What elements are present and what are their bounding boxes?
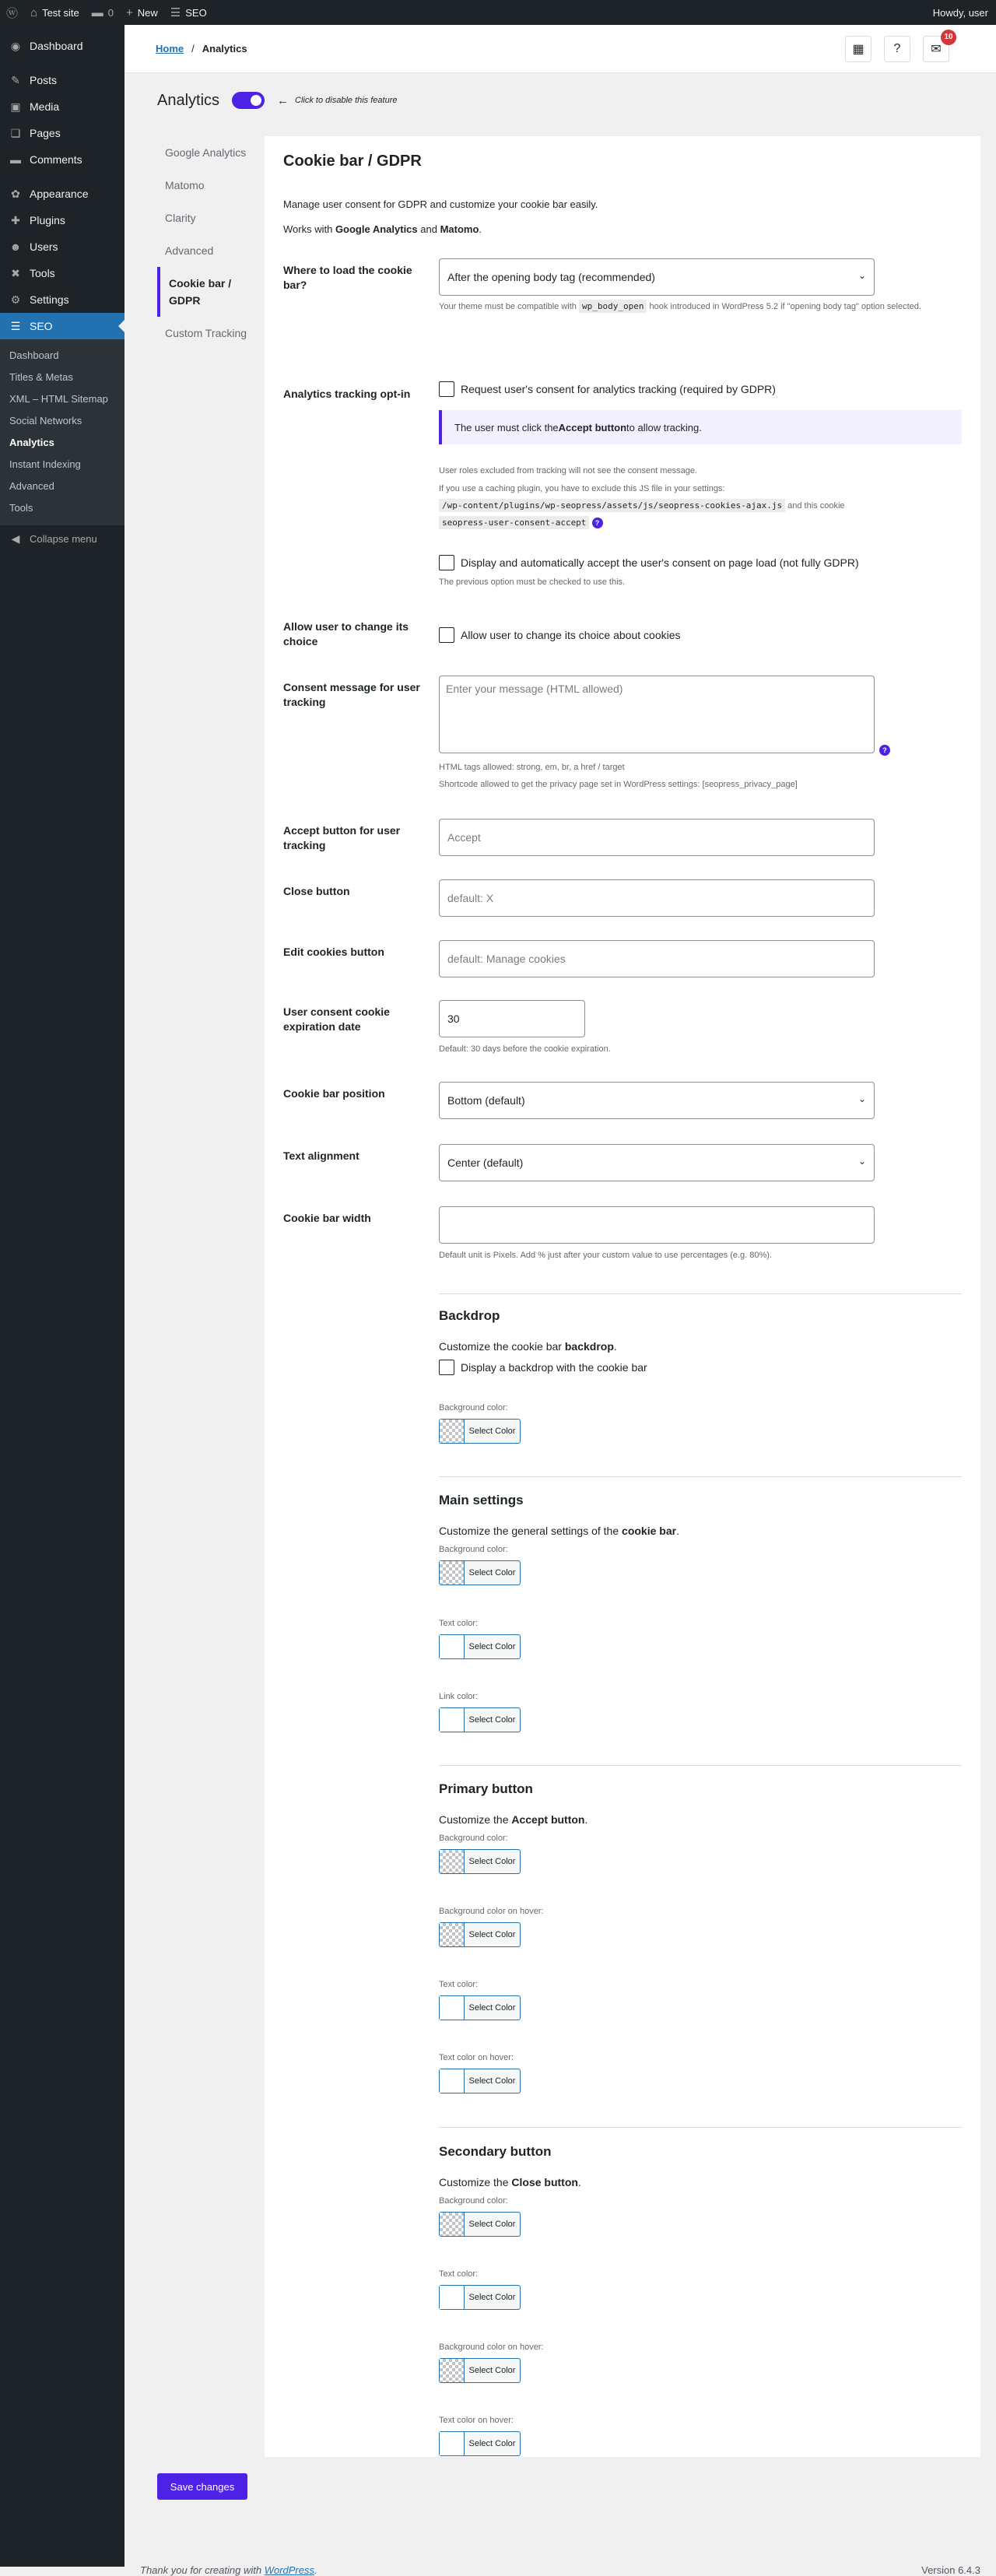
- help-question-icon[interactable]: ?: [592, 518, 603, 528]
- divider: [439, 1476, 962, 1477]
- wordpress-logo-icon[interactable]: ⓦ: [6, 6, 19, 20]
- secondary-bg-hover-color-button[interactable]: Select Color: [439, 2358, 521, 2383]
- primary-button-heading: Primary button: [439, 1781, 533, 1796]
- auto-accept-checkbox[interactable]: Display and automatically accept the user's consent on page load (not fully GDPR): [439, 555, 859, 570]
- position-select[interactable]: Bottom (default) ⌄: [439, 1082, 875, 1119]
- menu-item-tools[interactable]: ✖ Tools: [0, 260, 124, 286]
- main-link-color-button[interactable]: Select Color: [439, 1707, 521, 1732]
- help-question-icon[interactable]: ?: [879, 745, 890, 756]
- position-label: Cookie bar position: [283, 1087, 385, 1100]
- menu-item-settings[interactable]: ⚙ Settings: [0, 286, 124, 313]
- version-text: Version 6.4.3: [921, 2564, 980, 2576]
- menu-item-media[interactable]: ▣ Media: [0, 93, 124, 120]
- main-link-color-label: Link color:: [439, 1692, 479, 1701]
- arrow-left-icon: ←: [277, 93, 289, 107]
- backdrop-text: Customize the cookie bar backdrop.: [439, 1340, 617, 1353]
- admin-sidebar: [0, 25, 124, 2567]
- intro-text: Manage user consent for GDPR and customize your cookie bar easily.: [283, 198, 598, 210]
- tab-google-analytics[interactable]: Google Analytics: [165, 146, 247, 159]
- secondary-bg-color-button[interactable]: Select Color: [439, 2212, 521, 2237]
- seopress-topbar: [124, 25, 996, 73]
- edit-cookies-label: Edit cookies button: [283, 946, 384, 958]
- primary-bg-color-button[interactable]: Select Color: [439, 1849, 521, 1874]
- menu-item-seo[interactable]: ☰ SEO: [0, 313, 124, 339]
- width-input[interactable]: [439, 1206, 875, 1244]
- primary-text-hover-color-button[interactable]: Select Color: [439, 2069, 521, 2093]
- menu-item-dashboard[interactable]: ◉ Dashboard: [0, 33, 124, 59]
- width-label: Cookie bar width: [283, 1212, 371, 1224]
- menu-item-appearance[interactable]: ✿ Appearance: [0, 181, 124, 207]
- menu-item-pages[interactable]: ❏ Pages: [0, 120, 124, 146]
- close-button-input[interactable]: default: X: [439, 879, 875, 917]
- section-title: Cookie bar / GDPR: [283, 153, 422, 170]
- chevron-down-icon: ⌄: [857, 270, 866, 281]
- menu-item-plugins[interactable]: ✚ Plugins: [0, 207, 124, 233]
- auto-accept-description: The previous option must be checked to use this.: [439, 577, 626, 587]
- grid-icon[interactable]: ▦: [845, 36, 872, 62]
- tracking-optin-checkbox[interactable]: Request user's consent for analytics tracking (required by GDPR): [439, 381, 776, 397]
- cache-exclusion-info: /wp-content/plugins/wp-seopress/assets/js/seopress-cookies-ajax.js and this cookie: [439, 499, 962, 513]
- howdy-user-link[interactable]: Howdy, user: [932, 6, 988, 19]
- page-header: [124, 73, 996, 128]
- admin-bar: [0, 0, 996, 25]
- edit-cookies-input[interactable]: default: Manage cookies: [439, 940, 875, 977]
- primary-text-color-button[interactable]: Select Color: [439, 1995, 521, 2020]
- main-bg-label: Background color:: [439, 1545, 508, 1554]
- accept-button-input[interactable]: Accept: [439, 819, 875, 856]
- main-settings-heading: Main settings: [439, 1493, 524, 1507]
- primary-bg-hover-color-button[interactable]: Select Color: [439, 1922, 521, 1947]
- collapse-menu-button[interactable]: ◀ Collapse menu: [0, 525, 124, 552]
- backdrop-checkbox[interactable]: Display a backdrop with the cookie bar: [439, 1360, 647, 1375]
- consent-message-desc2: Shortcode allowed to get the privacy page set in WordPress settings: [seopress_privacy_page]: [439, 780, 798, 789]
- comments-link[interactable]: ▬ 0: [91, 5, 114, 19]
- primary-bg-hover-label: Background color on hover:: [439, 1907, 544, 1916]
- load-location-description: Your theme must be compatible with wp_body_open hook introduced in WordPress 5.2 if "opening body tag" option selected.: [439, 301, 921, 311]
- allow-change-checkbox[interactable]: Allow user to change its choice about cookies: [439, 627, 681, 643]
- consent-message-textarea[interactable]: Enter your message (HTML allowed): [439, 676, 875, 753]
- new-content-link[interactable]: + New: [126, 5, 158, 19]
- secondary-button-heading: Secondary button: [439, 2144, 552, 2159]
- page-title: Analytics: [157, 91, 220, 109]
- load-location-select[interactable]: After the opening body tag (recommended) ⌄: [439, 258, 875, 296]
- plugins-icon: ✚: [11, 213, 20, 226]
- main-bg-color-button[interactable]: Select Color: [439, 1560, 521, 1585]
- secondary-button-text: Customize the Close button.: [439, 2176, 581, 2188]
- feature-toggle[interactable]: [232, 92, 265, 109]
- toggle-hint: Click to disable this feature: [295, 96, 398, 105]
- secondary-text-hover-label: Text color on hover:: [439, 2416, 514, 2425]
- primary-button-text: Customize the Accept button.: [439, 1813, 588, 1826]
- tools-icon: ✖: [11, 266, 20, 279]
- accept-button-label: Accept button for user tracking: [283, 824, 401, 851]
- notification-count-badge: 10: [941, 30, 956, 45]
- expiration-label: User consent cookie expiration date: [283, 1005, 390, 1033]
- seo-adminbar-link[interactable]: ☰ SEO: [170, 6, 207, 19]
- submenu-item-dashboard[interactable]: Dashboard: [9, 349, 59, 361]
- pages-icon: ❏: [10, 126, 21, 139]
- backdrop-bg-color-button[interactable]: Select Color: [439, 1419, 521, 1444]
- submenu-item-tools[interactable]: Tools: [9, 502, 33, 514]
- help-icon[interactable]: ?: [884, 36, 910, 62]
- notifications-icon[interactable]: ✉ 10: [923, 36, 949, 62]
- backdrop-heading: Backdrop: [439, 1308, 500, 1323]
- menu-item-posts[interactable]: ✎ Posts: [0, 67, 124, 93]
- expiration-input[interactable]: 30: [439, 1000, 585, 1037]
- menu-item-comments[interactable]: ▬ Comments: [0, 146, 124, 173]
- settings-icon: ⚙: [10, 293, 21, 306]
- secondary-bg-hover-label: Background color on hover:: [439, 2343, 544, 2352]
- secondary-text-hover-color-button[interactable]: Select Color: [439, 2431, 521, 2456]
- wordpress-link[interactable]: WordPress: [264, 2564, 314, 2576]
- cache-description: If you use a caching plugin, you have to exclude this JS file in your settings:: [439, 484, 725, 493]
- close-button-label: Close button: [283, 885, 350, 897]
- submenu-item-titles-metas[interactable]: Titles & Metas: [9, 371, 73, 383]
- alignment-select[interactable]: Center (default) ⌄: [439, 1144, 875, 1181]
- chevron-down-icon: ⌄: [857, 1093, 866, 1104]
- secondary-text-color-button[interactable]: Select Color: [439, 2285, 521, 2310]
- secondary-text-color-label: Text color:: [439, 2269, 479, 2279]
- save-changes-button[interactable]: Save changes: [157, 2473, 247, 2500]
- site-name-link[interactable]: ⌂ Test site: [30, 5, 79, 19]
- load-location-label: Where to load the cookie bar?: [283, 264, 412, 291]
- posts-icon: ✎: [11, 73, 20, 86]
- seo-icon: ☰: [170, 6, 181, 19]
- allow-change-label: Allow user to change its choice: [283, 620, 409, 648]
- primary-bg-label: Background color:: [439, 1834, 508, 1843]
- breadcrumb: Home / Analytics: [156, 43, 247, 54]
- media-icon: ▣: [10, 100, 21, 113]
- divider: [439, 1765, 962, 1766]
- divider: [439, 1293, 962, 1294]
- accept-notice: The user must click the Accept button to allow tracking.: [439, 410, 962, 444]
- tab-clarity[interactable]: Clarity: [165, 212, 196, 224]
- main-text-color-label: Text color:: [439, 1619, 479, 1628]
- settings-card: [265, 136, 980, 2457]
- breadcrumb-current: Analytics: [202, 43, 247, 54]
- comment-icon: ▬: [91, 5, 103, 19]
- main-content: [124, 25, 996, 2576]
- breadcrumb-home-link[interactable]: Home: [156, 43, 184, 54]
- seo-icon: ☰: [10, 319, 21, 332]
- cookie-name-info: seopress-user-consent-accept ?: [439, 516, 603, 530]
- analytics-tabs: [157, 136, 260, 349]
- appearance-icon: ✿: [11, 187, 20, 200]
- consent-message-desc1: HTML tags allowed: strong, em, br, a href / target: [439, 763, 625, 772]
- roles-description: User roles excluded from tracking will not see the consent message.: [439, 466, 697, 476]
- footer-text: Thank you for creating with WordPress.: [140, 2564, 317, 2576]
- tab-cookie-bar-gdpr[interactable]: Cookie bar / GDPR: [157, 267, 260, 317]
- submenu-item-instant-indexing[interactable]: Instant Indexing: [9, 458, 81, 470]
- plus-icon: +: [126, 5, 133, 19]
- seo-submenu: [0, 339, 124, 525]
- backdrop-bg-label: Background color:: [439, 1403, 508, 1413]
- alignment-label: Text alignment: [283, 1149, 359, 1162]
- submenu-item-analytics[interactable]: Analytics: [9, 437, 54, 448]
- secondary-bg-label: Background color:: [439, 2196, 508, 2206]
- works-with-text: Works with Google Analytics and Matomo.: [283, 223, 482, 235]
- home-icon: ⌂: [30, 5, 38, 19]
- divider: [439, 2127, 962, 2128]
- submenu-item-sitemap[interactable]: XML – HTML Sitemap: [9, 393, 108, 405]
- width-description: Default unit is Pixels. Add % just after your custom value to use percentages (e.g. 80%).: [439, 1251, 772, 1260]
- tracking-optin-label: Analytics tracking opt-in: [283, 388, 411, 400]
- collapse-icon: ◀: [11, 532, 20, 545]
- menu-item-users[interactable]: ☻ Users: [0, 233, 124, 260]
- chevron-down-icon: ⌄: [857, 1156, 866, 1167]
- tab-matomo[interactable]: Matomo: [165, 179, 205, 191]
- primary-text-hover-label: Text color on hover:: [439, 2053, 514, 2062]
- users-icon: ☻: [9, 240, 22, 253]
- main-settings-text: Customize the general settings of the cookie bar.: [439, 1525, 679, 1537]
- tab-custom-tracking[interactable]: Custom Tracking: [165, 327, 247, 339]
- submenu-item-advanced[interactable]: Advanced: [9, 480, 54, 492]
- primary-text-color-label: Text color:: [439, 1980, 479, 1989]
- tab-advanced[interactable]: Advanced: [165, 244, 214, 257]
- expiration-description: Default: 30 days before the cookie expiration.: [439, 1044, 611, 1054]
- dashboard-icon: ◉: [10, 39, 21, 52]
- submenu-item-social-networks[interactable]: Social Networks: [9, 415, 82, 426]
- comments-icon: ▬: [10, 153, 21, 166]
- main-text-color-button[interactable]: Select Color: [439, 1634, 521, 1659]
- consent-message-label: Consent message for user tracking: [283, 681, 420, 708]
